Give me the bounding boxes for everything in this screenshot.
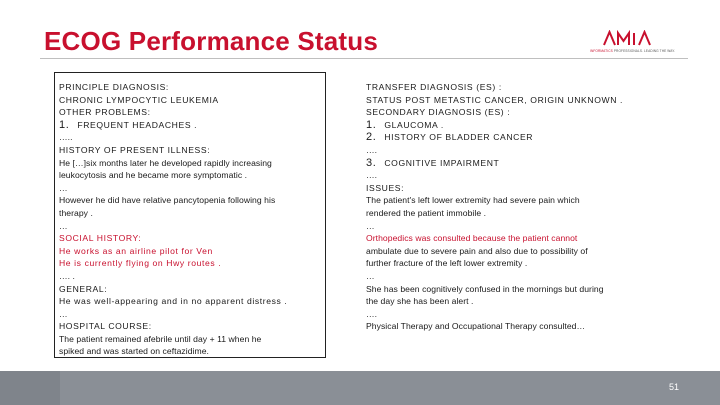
- note-line: [366, 157, 666, 170]
- note-line: [366, 131, 666, 144]
- note-line: …. .: [59, 270, 75, 281]
- note-line: He works as an airline pilot for Ven: [59, 245, 213, 256]
- note-line: HOSPITAL COURSE:: [59, 321, 152, 332]
- note-line: …: [59, 220, 68, 231]
- note-line: HISTORY OF PRESENT ILLNESS:: [59, 144, 211, 155]
- list-text: HISTORY OF BLADDER CANCER: [384, 132, 534, 143]
- note-line: Orthopedics was consulted because the patient cannot: [366, 233, 578, 244]
- note-line: ….: [366, 308, 378, 319]
- note-line: He is currently flying on Hwy routes .: [59, 258, 222, 269]
- note-line: Physical Therapy and Occupational Therapy consulted…: [366, 321, 586, 332]
- note-line: [59, 119, 325, 132]
- note-line: rendered the patient immobile .: [366, 207, 487, 218]
- note-line: SOCIAL HISTORY:: [59, 233, 142, 244]
- logo-tagline-red: INFORMATICS: [590, 49, 613, 53]
- note-line: PRINCIPLE DIAGNOSIS:: [59, 82, 169, 92]
- list-number: 2.: [366, 131, 377, 144]
- note-line: …: [59, 308, 68, 319]
- list-text: COGNITIVE IMPAIRMENT: [384, 157, 500, 168]
- note-line: spiked and was started on ceftazidime.: [59, 346, 209, 357]
- amia-logo: [590, 30, 686, 54]
- amia-wordmark-icon: [602, 30, 662, 46]
- note-line: leukocytosis and he became more symptomatic .: [59, 170, 248, 181]
- list-number: 1.: [366, 118, 377, 131]
- list-number: 1.: [59, 118, 70, 131]
- note-line: further fracture of the left lower extremity .: [366, 258, 528, 269]
- note-line: …: [366, 270, 375, 281]
- note-line: However he did have relative pancytopenia following his: [59, 195, 276, 206]
- note-line: STATUS POST METASTIC CANCER, ORIGIN UNKNOWN .: [366, 94, 623, 105]
- note-line: …..: [59, 132, 73, 143]
- note-line: therapy .: [59, 207, 93, 218]
- note-line: He […]six months later he developed rapidly increasing: [59, 157, 272, 168]
- note-line: SECONDARY DIAGNOSIS (ES) :: [366, 107, 511, 118]
- note-line: ….: [366, 170, 378, 181]
- note-line: [366, 119, 666, 132]
- note-line: …: [366, 220, 375, 231]
- footer-bar: [0, 371, 720, 405]
- note-line: ambulate due to severe pain and also due to possibility of: [366, 245, 588, 256]
- footer-accent: [0, 371, 60, 405]
- note-line: …: [59, 182, 68, 193]
- note-line: TRANSFER DIAGNOSIS (ES) :: [366, 82, 502, 92]
- note-line: ISSUES:: [366, 182, 405, 193]
- note-line: the day she has been alert .: [366, 296, 474, 307]
- note-line: The patient remained afebrile until day + 11 when he: [59, 333, 262, 344]
- note-line: ….: [366, 144, 378, 155]
- list-text: GLAUCOMA .: [384, 119, 444, 130]
- logo-tagline: [590, 49, 686, 53]
- list-text: FREQUENT HEADACHES .: [77, 119, 198, 130]
- note-line: OTHER PROBLEMS:: [59, 107, 151, 118]
- page-number: 51: [668, 382, 679, 392]
- right-note-column: [366, 81, 666, 333]
- note-line: She has been cognitively confused in the mornings but during: [366, 283, 604, 294]
- logo-tagline-rest: PROFESSIONALS. LEADING THE WAY.: [613, 49, 676, 53]
- note-line: GENERAL:: [59, 283, 108, 294]
- note-line: The patient's left lower extremity had severe pain which: [366, 195, 580, 206]
- list-number: 3.: [366, 156, 377, 169]
- slide-title: ECOG Performance Status: [44, 26, 379, 56]
- note-line: He was well-appearing and in no apparent distress .: [59, 296, 288, 307]
- title-divider: [40, 58, 688, 59]
- note-line: CHRONIC LYMPOCYTIC LEUKEMIA: [59, 94, 219, 105]
- left-note-column: [59, 81, 325, 358]
